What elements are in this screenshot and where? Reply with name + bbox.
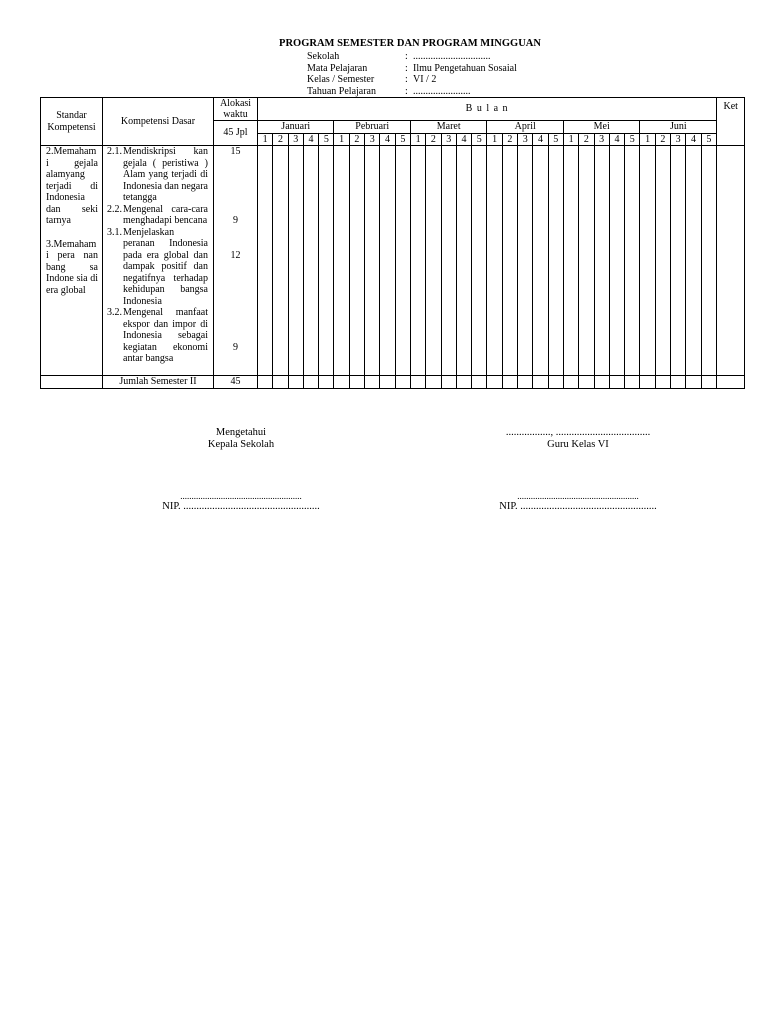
- week-number: 3: [594, 133, 609, 146]
- total-schedule-cell: [594, 376, 609, 389]
- total-schedule-cell: [441, 376, 456, 389]
- schedule-cell: [303, 146, 318, 376]
- total-schedule-cell: [518, 376, 533, 389]
- schedule-cell: [625, 146, 640, 376]
- total-schedule-cell: [563, 376, 578, 389]
- total-schedule-cell: [273, 376, 288, 389]
- signature-guru-kelas: [498, 427, 658, 513]
- total-schedule-cell: [349, 376, 364, 389]
- info-value: ...............................: [413, 51, 491, 62]
- ket-total-cell: [717, 376, 745, 389]
- kompetensi-text: Mendiskripsi kan gejala ( peristiwa ) Alam yang terjadi di Indonesia dan negara tetangga: [123, 146, 208, 203]
- info-row-tahun: Tahuan Pelajaran : .......................: [307, 85, 471, 97]
- week-number: 4: [380, 133, 395, 146]
- week-number: 3: [288, 133, 303, 146]
- schedule-cell: [594, 146, 609, 376]
- kompetensi-item: 2.1. Mendiskripsi kan gejala ( peristiwa ) Alam yang terjadi di Indonesia dan negara tetangga: [107, 146, 208, 203]
- week-number: 1: [258, 133, 273, 146]
- header-bulan: B u l a n: [258, 98, 717, 121]
- header-alokasi-waktu: Alokasi waktu: [214, 98, 258, 121]
- schedule-cell: [288, 146, 303, 376]
- info-value: Ilmu Pengetahuan Sosaial: [413, 62, 517, 74]
- month-mei: Mei: [563, 121, 639, 134]
- info-row-mapel: Mata Pelajaran : Ilmu Pengetahuan Sosaial: [307, 62, 517, 74]
- schedule-cell: [655, 146, 670, 376]
- total-schedule-cell: [701, 376, 717, 389]
- document-title: PROGRAM SEMESTER DAN PROGRAM MINGGUAN: [279, 38, 541, 49]
- total-schedule-cell: [533, 376, 548, 389]
- total-schedule-cell: [609, 376, 624, 389]
- week-number: 5: [472, 133, 487, 146]
- total-value: 45: [214, 376, 258, 389]
- total-label: Jumlah Semester II: [103, 376, 214, 389]
- total-schedule-cell: [365, 376, 380, 389]
- schedule-cell: [579, 146, 594, 376]
- signature-nip: NIP. ....................................................: [162, 501, 320, 512]
- schedule-cell: [395, 146, 410, 376]
- total-schedule-cell: [487, 376, 502, 389]
- signature-nip: NIP. ....................................................: [499, 501, 657, 512]
- week-number: 5: [701, 133, 717, 146]
- total-schedule-cell: [456, 376, 471, 389]
- schedule-cell: [334, 146, 349, 376]
- header-info: [307, 51, 517, 97]
- schedule-cell: [487, 146, 502, 376]
- standar-kompetensi-item: 2.Memaham i gejala alamyang terjadi di Indonesia dan seki tarnya: [46, 146, 98, 226]
- kompetensi-text: Mengenal manfaat ekspor dan impor di Indonesia sebagai kegiatan ekonomi antar bangsa: [123, 307, 208, 364]
- total-schedule-cell: [472, 376, 487, 389]
- total-schedule-cell: [395, 376, 410, 389]
- total-schedule-cell: [258, 376, 273, 389]
- header-ket: Ket: [717, 98, 745, 146]
- schedule-cell: [533, 146, 548, 376]
- week-number: 1: [334, 133, 349, 146]
- schedule-cell: [640, 146, 655, 376]
- standar-kompetensi-item: 3.Memaham i pera nan bang sa Indone sia di era global: [46, 238, 98, 296]
- signature-role: Guru Kelas VI: [547, 439, 609, 450]
- total-schedule-cell: [686, 376, 701, 389]
- schedule-cell: [426, 146, 441, 376]
- total-schedule-cell: [625, 376, 640, 389]
- week-number: 1: [640, 133, 655, 146]
- total-schedule-cell: [655, 376, 670, 389]
- content-row: [41, 146, 745, 376]
- signature-dots: ......................................................: [517, 491, 639, 501]
- schedule-cell: [671, 146, 686, 376]
- week-number: 1: [563, 133, 578, 146]
- total-schedule-cell: [288, 376, 303, 389]
- total-schedule-cell: [502, 376, 517, 389]
- total-schedule-cell: [671, 376, 686, 389]
- alokasi-value: 12: [230, 250, 241, 261]
- week-number: 3: [518, 133, 533, 146]
- schedule-cell: [563, 146, 578, 376]
- week-number: 2: [273, 133, 288, 146]
- total-schedule-cell: [410, 376, 425, 389]
- signature-place-date: ................., ....................................: [505, 427, 651, 438]
- month-april: April: [487, 121, 563, 134]
- header-alokasi-total: 45 Jpl: [214, 121, 258, 146]
- schedule-cell: [365, 146, 380, 376]
- info-label: Kelas / Semester: [307, 74, 375, 85]
- week-number: 3: [365, 133, 380, 146]
- schedule-cell: [441, 146, 456, 376]
- info-value: .......................: [413, 85, 471, 97]
- info-row-sekolah: Sekolah : ...............................: [307, 51, 491, 62]
- total-schedule-cell: [426, 376, 441, 389]
- standar-kompetensi-cell: [41, 146, 103, 376]
- schedule-cell: [410, 146, 425, 376]
- week-number: 3: [441, 133, 456, 146]
- week-number: 2: [655, 133, 670, 146]
- week-number: 2: [502, 133, 517, 146]
- total-schedule-cell: [640, 376, 655, 389]
- kompetensi-item: 2.2. Mengenal cara-cara menghadapi bencana: [107, 203, 208, 226]
- alokasi-value: 15: [230, 146, 241, 157]
- schedule-cell: [548, 146, 563, 376]
- week-number: 2: [349, 133, 364, 146]
- alokasi-value: 9: [233, 342, 238, 353]
- signature-role: Kepala Sekolah: [207, 439, 275, 450]
- schedule-cell: [380, 146, 395, 376]
- info-label: Mata Pelajaran: [307, 62, 368, 74]
- week-number: 5: [625, 133, 640, 146]
- signature-dots: ......................................................: [180, 491, 302, 501]
- total-schedule-cell: [334, 376, 349, 389]
- kompetensi-text: Mengenal cara-cara menghadapi bencana: [123, 203, 208, 226]
- schedule-cell: [609, 146, 624, 376]
- total-row: [41, 376, 745, 389]
- schedule-cell: [319, 146, 334, 376]
- schedule-cell: [273, 146, 288, 376]
- schedule-cell: [518, 146, 533, 376]
- header-kompetensi-dasar: Kompetensi Dasar: [103, 98, 214, 146]
- kompetensi-dasar-cell: [103, 146, 214, 376]
- week-number: 3: [671, 133, 686, 146]
- total-schedule-cell: [319, 376, 334, 389]
- week-number: 1: [487, 133, 502, 146]
- signature-line: Mengetahui: [215, 427, 267, 438]
- total-schedule-cell: [380, 376, 395, 389]
- info-label: Tahuan Pelajaran: [307, 85, 376, 97]
- total-schedule-cell: [548, 376, 563, 389]
- schedule-cell: [472, 146, 487, 376]
- week-number: 1: [410, 133, 425, 146]
- schedule-cell: [349, 146, 364, 376]
- month-juni: Juni: [640, 121, 717, 134]
- schedule-cell: [258, 146, 273, 376]
- month-pebruari: Pebruari: [334, 121, 410, 134]
- schedule-cell: [701, 146, 717, 376]
- info-row-kelas: Kelas / Semester : VI / 2: [307, 74, 437, 85]
- week-number: 4: [533, 133, 548, 146]
- week-number: 5: [395, 133, 410, 146]
- signature-kepala-sekolah: [161, 427, 321, 513]
- week-number: 4: [456, 133, 471, 146]
- month-maret: Maret: [410, 121, 486, 134]
- kompetensi-item: 3.2. Mengenal manfaat ekspor dan impor di Indonesia sebagai kegiatan ekonomi antar bangsa: [107, 307, 208, 364]
- schedule-cell: [502, 146, 517, 376]
- week-number: 2: [426, 133, 441, 146]
- week-number: 4: [609, 133, 624, 146]
- kompetensi-item: 3.1. Menjelaskan peranan Indonesia pada era global dan dampak positif dan negatifnya terhadap kehidupan bangsa Indonesia: [107, 226, 208, 307]
- info-value: VI / 2: [413, 74, 437, 85]
- week-number: 4: [686, 133, 701, 146]
- month-januari: Januari: [258, 121, 334, 134]
- week-number: 4: [303, 133, 318, 146]
- week-number: 2: [579, 133, 594, 146]
- schedule-cell: [456, 146, 471, 376]
- week-number: 5: [548, 133, 563, 146]
- schedule-cell: [686, 146, 701, 376]
- total-schedule-cell: [303, 376, 318, 389]
- header-standar-kompetensi: Standar Kompetensi: [41, 98, 103, 146]
- kompetensi-text: Menjelaskan peranan Indonesia pada era global dan dampak positif dan negatifnya terhadap kehidupan bangsa Indonesia: [123, 226, 208, 307]
- total-schedule-cell: [579, 376, 594, 389]
- week-number: 5: [319, 133, 334, 146]
- alokasi-cell: [214, 146, 258, 376]
- program-table: [40, 97, 745, 389]
- alokasi-value: 9: [233, 215, 238, 226]
- info-label: Sekolah: [307, 51, 340, 62]
- ket-cell: [717, 146, 745, 376]
